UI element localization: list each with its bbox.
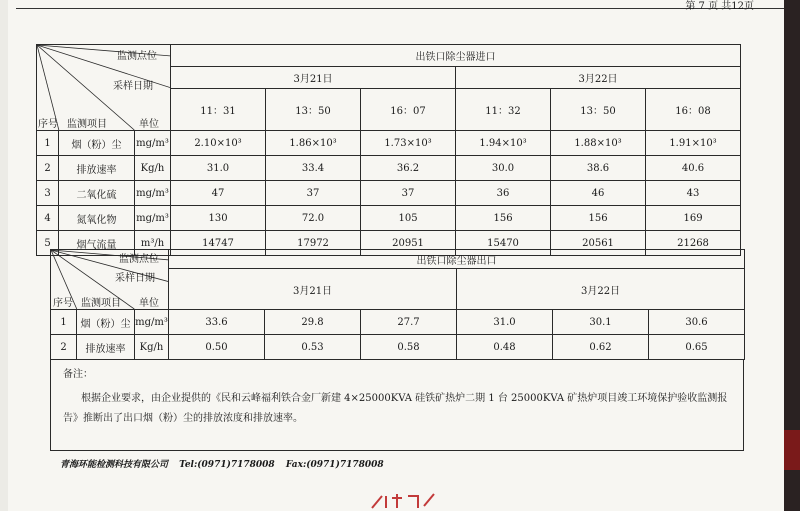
value-cell: 30.6 — [649, 310, 745, 335]
value-cell: 31.0 — [171, 156, 266, 181]
item-cell: 排放速率 — [59, 156, 135, 181]
value-cell: 0.62 — [553, 335, 649, 360]
header-point-label: 监测点位 — [119, 254, 159, 265]
time-cell: 16：07 — [361, 89, 456, 131]
notes-text: 根据企业要求，由企业提供的《民和云峰福利铁合金厂新建 4×25000KVA 硅铁矿热炉二期 1 台 25000KVA 矿热炉项目竣工环境保护验收监测报告》推断出了出口烟（粉）尘的排放浓度和排放速率。 — [63, 393, 728, 424]
value-cell: 30.1 — [553, 310, 649, 335]
value-cell: 0.48 — [457, 335, 553, 360]
value-cell: 0.65 — [649, 335, 745, 360]
value-cell: 33.4 — [266, 156, 361, 181]
value-cell: 36.2 — [361, 156, 456, 181]
unit-cell: mg/m³ — [135, 181, 171, 206]
seq-cell: 4 — [37, 206, 59, 231]
value-cell: 38.6 — [551, 156, 646, 181]
table-row — [51, 335, 745, 360]
time-cell: 13：50 — [551, 89, 646, 131]
table-row — [37, 131, 741, 156]
value-cell: 1.91×10³ — [646, 131, 741, 156]
value-cell: 46 — [551, 181, 646, 206]
footer-company: 青海环能检测科技有限公司 — [60, 460, 169, 470]
value-cell: 31.0 — [457, 310, 553, 335]
value-cell: 2.10×10³ — [171, 131, 266, 156]
value-cell: 29.8 — [265, 310, 361, 335]
value-cell: 156 — [456, 206, 551, 231]
value-cell: 72.0 — [266, 206, 361, 231]
scan-edge — [784, 0, 800, 511]
value-cell: 169 — [646, 206, 741, 231]
seq-cell: 2 — [51, 335, 77, 360]
value-cell: 21268 — [646, 231, 741, 256]
value-cell: 43 — [646, 181, 741, 206]
time-cell: 16：08 — [646, 89, 741, 131]
unit-cell: mg/m³ — [135, 206, 171, 231]
item-cell: 烟（粉）尘 — [59, 131, 135, 156]
header-corner — [51, 250, 169, 310]
time-cell: 13：50 — [266, 89, 361, 131]
footer-tel: Tel:(0971)7178008 — [179, 460, 275, 470]
date-cell: 3月22日 — [456, 67, 741, 89]
value-cell: 36 — [456, 181, 551, 206]
value-cell: 1.86×10³ — [266, 131, 361, 156]
seq-cell: 1 — [51, 310, 77, 335]
unit-cell: mg/m³ — [135, 131, 171, 156]
location-cell: 出铁口除尘器出口 — [169, 250, 745, 269]
value-cell: 37 — [361, 181, 456, 206]
table-row — [37, 206, 741, 231]
inlet-monitoring-table — [36, 44, 741, 256]
value-cell: 1.94×10³ — [456, 131, 551, 156]
scan-edge-mark — [784, 430, 800, 470]
location-cell: 出铁口除尘器进口 — [171, 45, 741, 67]
item-cell: 烟气流量 — [59, 231, 135, 256]
value-cell: 156 — [551, 206, 646, 231]
footer — [60, 457, 392, 470]
header-seq-label: 序号 — [53, 298, 73, 309]
value-cell: 105 — [361, 206, 456, 231]
table-row — [37, 156, 741, 181]
value-cell: 27.7 — [361, 310, 457, 335]
header-unit-label: 单位 — [139, 119, 159, 130]
seq-cell: 3 — [37, 181, 59, 206]
time-cell: 11：32 — [456, 89, 551, 131]
seq-cell: 5 — [37, 231, 59, 256]
value-cell: 20561 — [551, 231, 646, 256]
unit-cell: Kg/h — [135, 335, 169, 360]
value-cell: 20951 — [361, 231, 456, 256]
header-seq-label: 序号 — [38, 119, 58, 130]
footer-fax: Fax:(0971)7178008 — [285, 460, 384, 470]
notes-box — [50, 359, 744, 451]
value-cell: 15470 — [456, 231, 551, 256]
header-unit-label: 单位 — [139, 298, 159, 309]
header-item-label: 监测项目 — [81, 298, 121, 309]
item-cell: 烟（粉）尘 — [77, 310, 135, 335]
value-cell: 0.58 — [361, 335, 457, 360]
date-cell: 3月22日 — [457, 269, 745, 310]
unit-cell: mg/m³ — [135, 310, 169, 335]
page-number: 第 7 页 共12页 — [685, 1, 754, 12]
table-row — [37, 181, 741, 206]
notes-label: 备注： — [63, 369, 93, 380]
value-cell: 33.6 — [169, 310, 265, 335]
item-cell: 排放速率 — [77, 335, 135, 360]
value-cell: 17972 — [266, 231, 361, 256]
value-cell: 47 — [171, 181, 266, 206]
header-item-label: 监测项目 — [67, 119, 107, 130]
date-cell: 3月21日 — [171, 67, 456, 89]
header-corner — [37, 45, 171, 131]
value-cell: 1.73×10³ — [361, 131, 456, 156]
time-cell: 11：31 — [171, 89, 266, 131]
seq-cell: 1 — [37, 131, 59, 156]
outlet-monitoring-table — [50, 249, 745, 360]
unit-cell: m³/h — [135, 231, 171, 256]
value-cell: 14747 — [171, 231, 266, 256]
item-cell: 二氧化硫 — [59, 181, 135, 206]
red-stamp-fragment — [368, 492, 438, 510]
value-cell: 37 — [266, 181, 361, 206]
date-cell: 3月21日 — [169, 269, 457, 310]
seq-cell: 2 — [37, 156, 59, 181]
item-cell: 氮氧化物 — [59, 206, 135, 231]
value-cell: 0.53 — [265, 335, 361, 360]
value-cell: 40.6 — [646, 156, 741, 181]
header-date-label: 采样日期 — [115, 273, 155, 284]
value-cell: 30.0 — [456, 156, 551, 181]
header-rule — [16, 8, 786, 9]
unit-cell: Kg/h — [135, 156, 171, 181]
value-cell: 1.88×10³ — [551, 131, 646, 156]
value-cell: 0.50 — [169, 335, 265, 360]
value-cell: 130 — [171, 206, 266, 231]
header-date-label: 采样日期 — [113, 81, 153, 92]
header-point-label: 监测点位 — [117, 51, 157, 62]
table-row — [51, 310, 745, 335]
